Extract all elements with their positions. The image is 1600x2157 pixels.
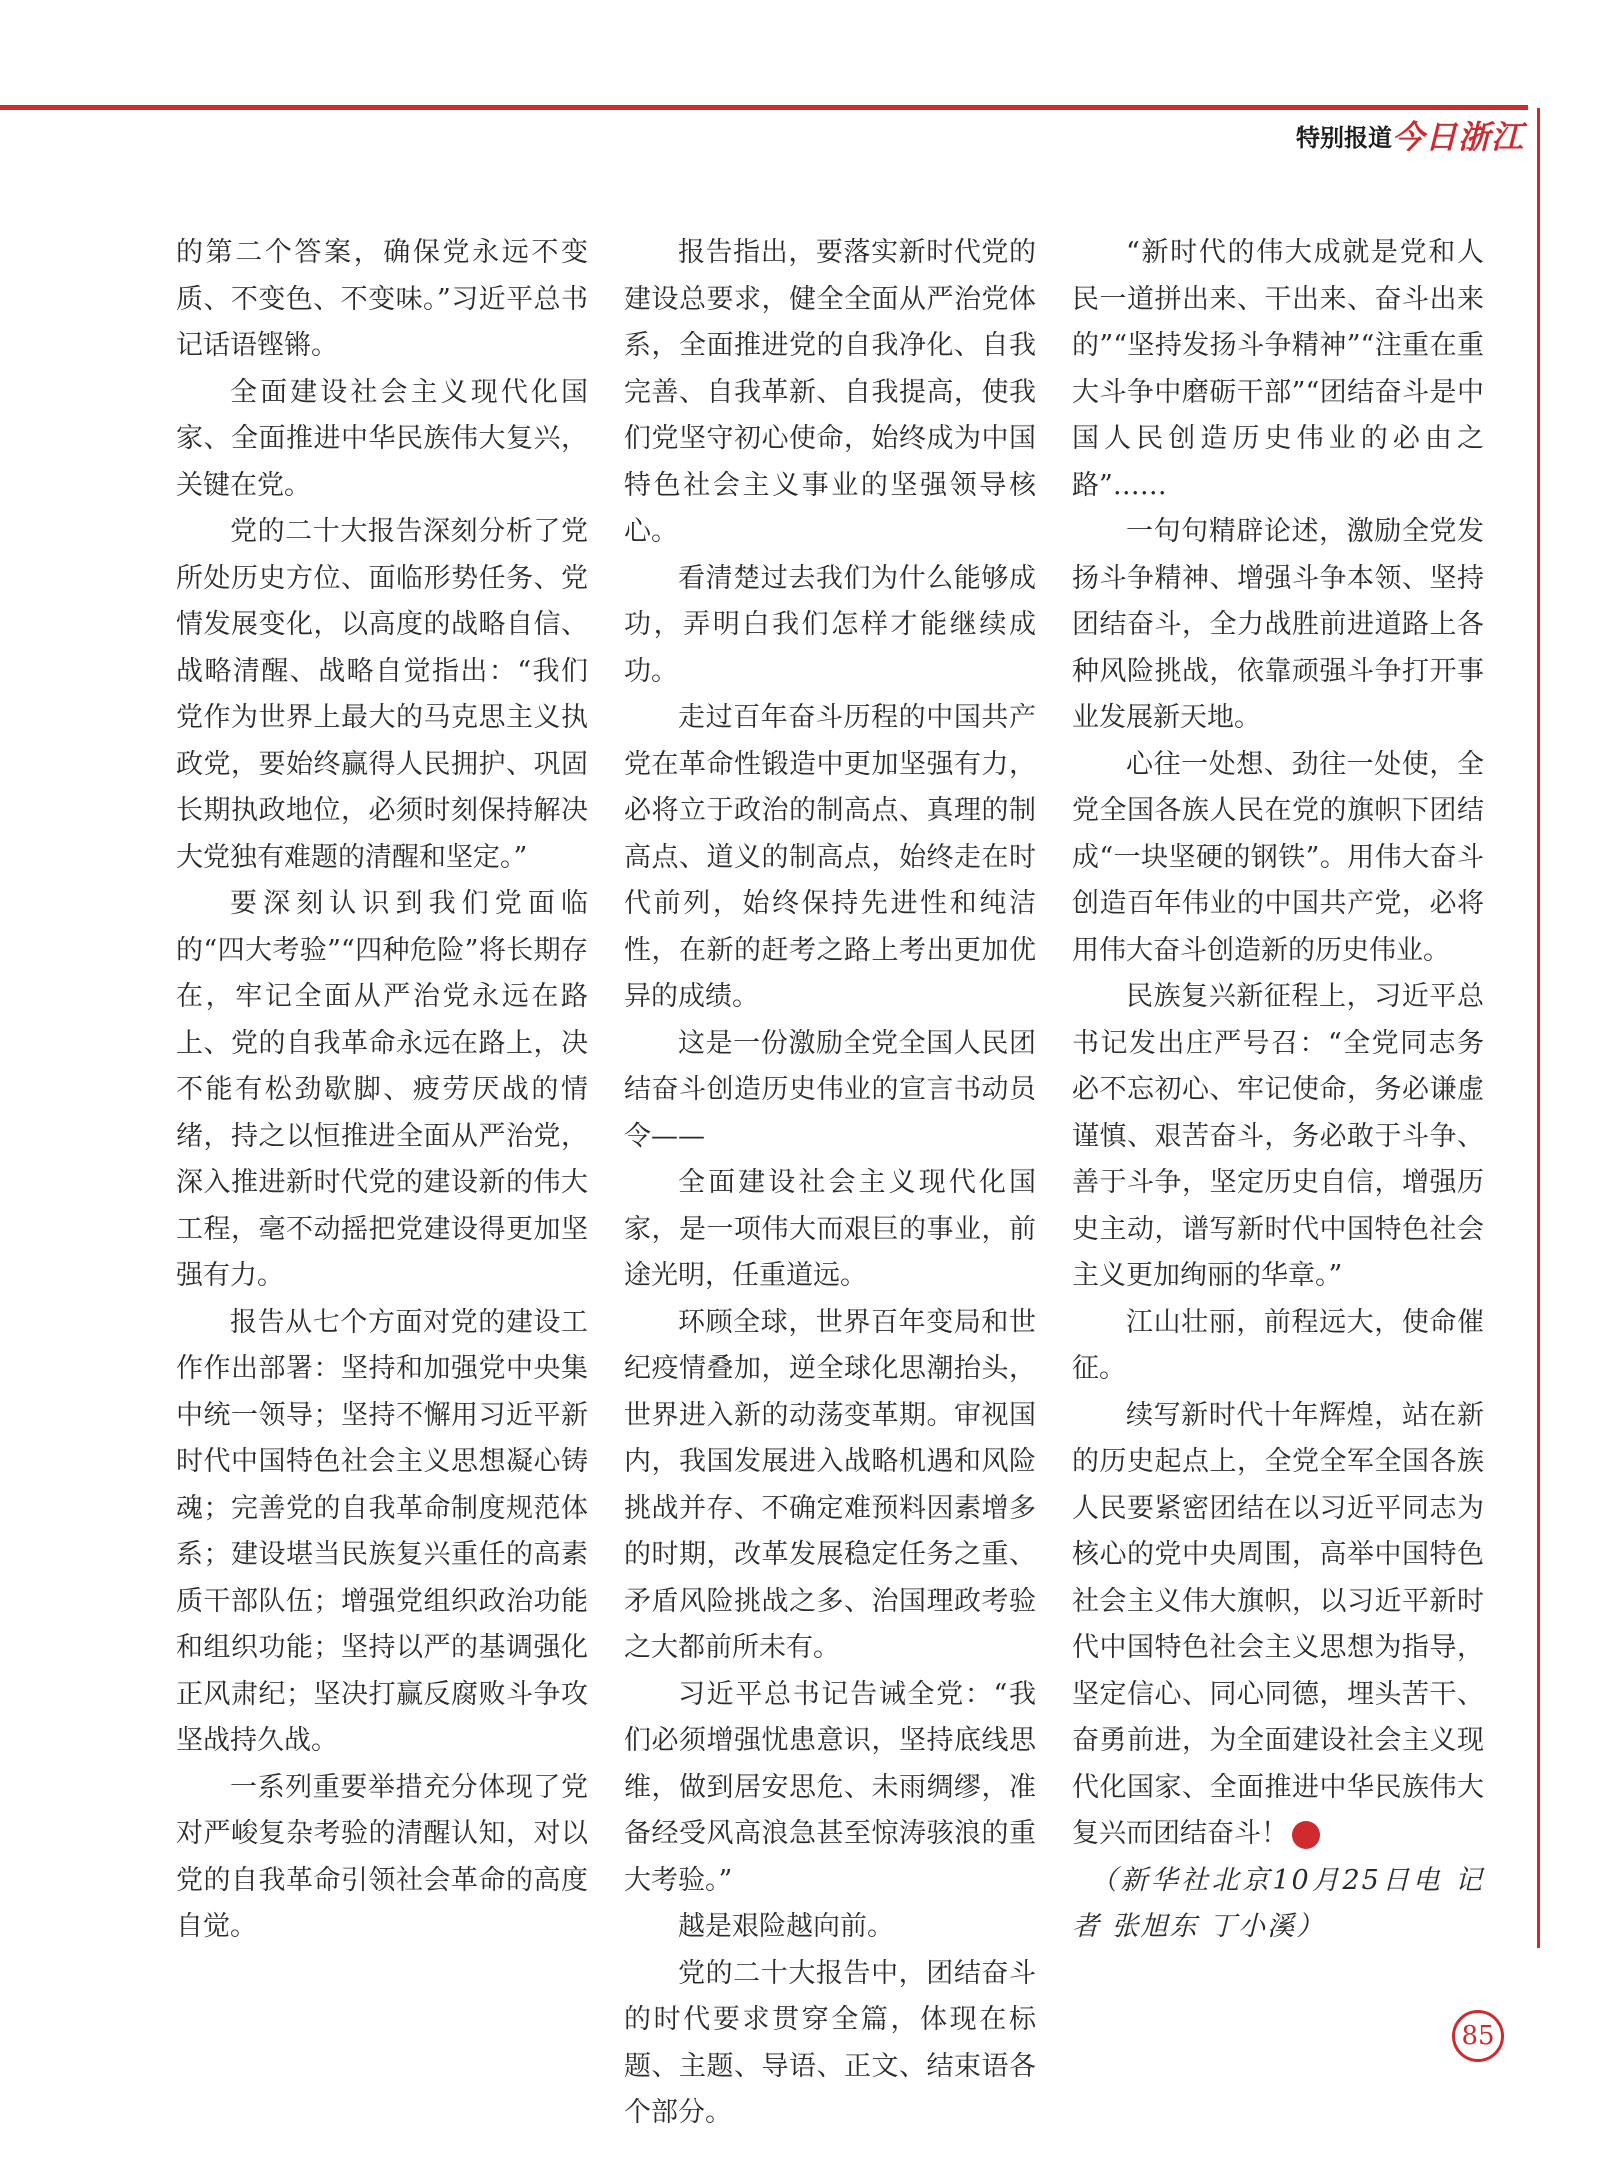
paragraph: 报告指出，要落实新时代党的建设总要求，健全全面从严治党体系，全面推进党的自我净化、自我完善、自我革新、自我提高，使我们党坚守初心使命，始终成为中国特色社会主义事业的坚强领导核心。 [624, 237, 1036, 547]
text-column-1 [176, 230, 588, 1951]
paragraph: “新时代的伟大成就是党和人民一道拼出来、干出来、奋斗出来的”“坚持发扬斗争精神”“注重在重大斗争中磨砺干部”“团结奋斗是中国人民创造历史伟业的必由之路”…… [1072, 237, 1484, 501]
end-mark-icon: 今 [1292, 1821, 1320, 1849]
masthead-logo: 今日浙江 [1392, 118, 1525, 156]
paragraph: 习近平总书记告诫全党：“我们必须增强忧患意识，坚持底线思维，做到居安思危、未雨绸缪，准备经受风高浪急甚至惊涛骇浪的重大考验。” [624, 1678, 1036, 1896]
paragraph: 环顾全球，世界百年变局和世纪疫情叠加，逆全球化思潮抬头，世界进入新的动荡变革期。审视国内，我国发展进入战略机遇和风险挑战并存、不确定难预料因素增多的时期，改革发展稳定任务之重、矛盾风险挑战之多、治国理政考验之大都前所未有。 [624, 1306, 1036, 1663]
paragraph: 党的二十大报告深刻分析了党所处历史方位、面临形势任务、党情发展变化，以高度的战略自信、战略清醒、战略自觉指出：“我们党作为世界上最大的马克思主义执政党，要始终赢得人民拥护、巩固长期执政地位，必须时刻保持解决大党独有难题的清醒和坚定。” [176, 516, 588, 873]
paragraph: 走过百年奋斗历程的中国共产党在革命性锻造中更加坚强有力，必将立于政治的制高点、真理的制高点、道义的制高点，始终走在时代前列，始终保持先进性和纯洁性，在新的赶考之路上考出更加优异的成绩。 [624, 702, 1036, 1012]
byline: （新华社北京10月25日电 记者 张旭东 丁小溪） [1072, 1864, 1484, 1942]
paragraph: 全面建设社会主义现代化国家、全面推进中华民族伟大复兴，关键在党。 [176, 376, 588, 501]
text-column-3 [1072, 230, 1484, 1951]
final-paragraph-text: 续写新时代十年辉煌，站在新的历史起点上，全党全军全国各族人民要紧密团结在以习近平同志为核心的党中央周围，高举中国特色社会主义伟大旗帜，以习近平新时代中国特色社会主义思想为指导，坚定信心、同心同德，埋头苦干、奋勇前进，为全面建设社会主义现代化国家、全面推进中华民族伟大复兴而团结奋斗！ [1072, 1399, 1484, 1849]
paragraph: 全面建设社会主义现代化国家，是一项伟大而艰巨的事业，前途光明，任重道远。 [624, 1167, 1036, 1291]
paragraph: 江山壮丽，前程远大，使命催征。 [1072, 1306, 1484, 1384]
right-margin-rule [1537, 108, 1540, 1948]
paragraph: 一系列重要举措充分体现了党对严峻复杂考验的清醒认知，对以党的自我革命引领社会革命的高度自觉。 [176, 1771, 588, 1942]
final-paragraph [1072, 1393, 1484, 1858]
paragraph: 要深刻认识到我们党面临的“四大考验”“四种危险”将长期存在，牢记全面从严治党永远在路上、党的自我革命永远在路上，决不能有松劲歇脚、疲劳厌战的情绪，持之以恒推进全面从严治党，深入推进新时代党的建设新的伟大工程，毫不动摇把党建设得更加坚强有力。 [176, 888, 588, 1291]
paragraph: 这是一份激励全党全国人民团结奋斗创造历史伟业的宣言书动员令—— [624, 1027, 1036, 1152]
paragraph: 心往一处想、劲往一处使，全党全国各族人民在党的旗帜下团结成“一块坚硬的钢铁”。用伟大奋斗创造百年伟业的中国共产党，必将用伟大奋斗创造新的历史伟业。 [1072, 748, 1484, 966]
paragraph: 的第二个答案，确保党永远不变质、不变色、不变味。”习近平总书记话语铿锵。 [176, 237, 588, 361]
text-column-2 [624, 230, 1036, 2137]
header-rule [0, 105, 1528, 110]
paragraph: 看清楚过去我们为什么能够成功，弄明白我们怎样才能继续成功。 [624, 562, 1036, 687]
page-number: 85 [1452, 2010, 1504, 2062]
paragraph: 一句句精辟论述，激励全党发扬斗争精神、增强斗争本领、坚持团结奋斗，全力战胜前进道路上各种风险挑战，依靠顽强斗争打开事业发展新天地。 [1072, 516, 1484, 733]
paragraph: 党的二十大报告中，团结奋斗的时代要求贯穿全篇，体现在标题、主题、导语、正文、结束语各个部分。 [624, 1957, 1036, 2128]
paragraph: 报告从七个方面对党的建设工作作出部署：坚持和加强党中央集中统一领导；坚持不懈用习近平新时代中国特色社会主义思想凝心铸魂；完善党的自我革命制度规范体系；建设堪当民族复兴重任的高素质干部队伍；增强党组织政治功能和组织功能；坚持以严的基调强化正风肃纪；坚决打赢反腐败斗争攻坚战持久战。 [176, 1306, 588, 1756]
section-label: 特别报道 [1296, 124, 1392, 152]
paragraph: 民族复兴新征程上，习近平总书记发出庄严号召：“全党同志务必不忘初心、牢记使命，务必谦虚谨慎、艰苦奋斗，务必敢于斗争、善于斗争，坚定历史自信，增强历史主动，谱写新时代中国特色社会主义更加绚丽的华章。” [1072, 981, 1484, 1291]
paragraph: 越是艰险越向前。 [678, 1911, 894, 1942]
